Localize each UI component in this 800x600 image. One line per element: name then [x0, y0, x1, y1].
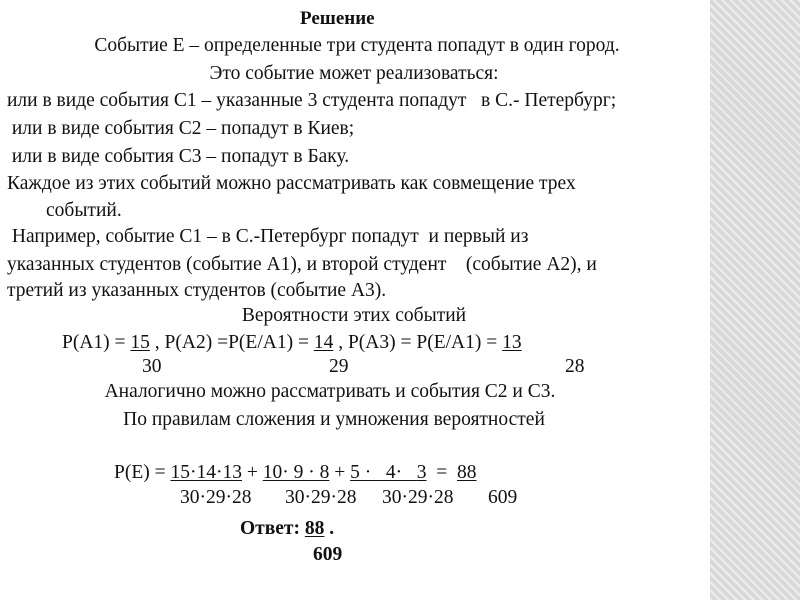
- text-line-combination: Каждое из этих событий можно рассматривать как совмещение трех: [7, 173, 576, 194]
- probability-denominator-1: 30: [142, 356, 162, 377]
- text-line-example-2: указанных студентов (событие А1), и второй студент (событие А2), и: [7, 254, 597, 275]
- probability-formulas: Р(А1) = 15 , Р(А2) =Р(Е/А1) = 14 , Р(А3) = Р(Е/А1) = 13: [62, 332, 522, 353]
- probability-denominator-2: 29: [329, 356, 349, 377]
- text-line-example: Например, событие С1 – в С.-Петербург попадут и первый из: [7, 226, 529, 247]
- text-line-analogy: Аналогично можно рассматривать и события С2 и С3.: [104, 381, 556, 402]
- text-line-c1: или в виде события С1 – указанные 3 студента попадут в С.- Петербург;: [7, 90, 617, 111]
- text-line-event-e: Событие Е – определенные три студента попадут в один город.: [94, 35, 620, 56]
- probability-denominator-3: 28: [565, 356, 585, 377]
- answer: Ответ: 88 .: [240, 518, 335, 539]
- formula-denominator-4: 609: [488, 487, 518, 508]
- text-line-combination-end: событий.: [46, 200, 122, 221]
- answer-denominator: 609: [313, 544, 343, 565]
- formula-denominator-2: 30·29·28: [285, 487, 357, 508]
- formula-denominator-1: 30·29·28: [180, 487, 252, 508]
- text-line-example-3: третий из указанных студентов (событие А3).: [7, 280, 387, 301]
- text-line-rules: По правилам сложения и умножения вероятностей: [123, 409, 545, 430]
- text-line-probabilities: Вероятности этих событий: [241, 305, 467, 326]
- formula-denominator-3: 30·29·28: [382, 487, 454, 508]
- text-line-c3: или в виде события С3 – попадут в Баку.: [7, 146, 350, 167]
- text-line-event-realize: Это событие может реализоваться:: [209, 63, 499, 84]
- total-probability-formula: Р(Е) = 15·14·13 + 10· 9 · 8 + 5 · 4· 3 = 88: [114, 462, 477, 483]
- decorative-side-stripe: [710, 0, 800, 600]
- text-line-c2: или в виде события С2 – попадут в Киев;: [7, 118, 355, 139]
- slide-title: Решение: [300, 8, 375, 29]
